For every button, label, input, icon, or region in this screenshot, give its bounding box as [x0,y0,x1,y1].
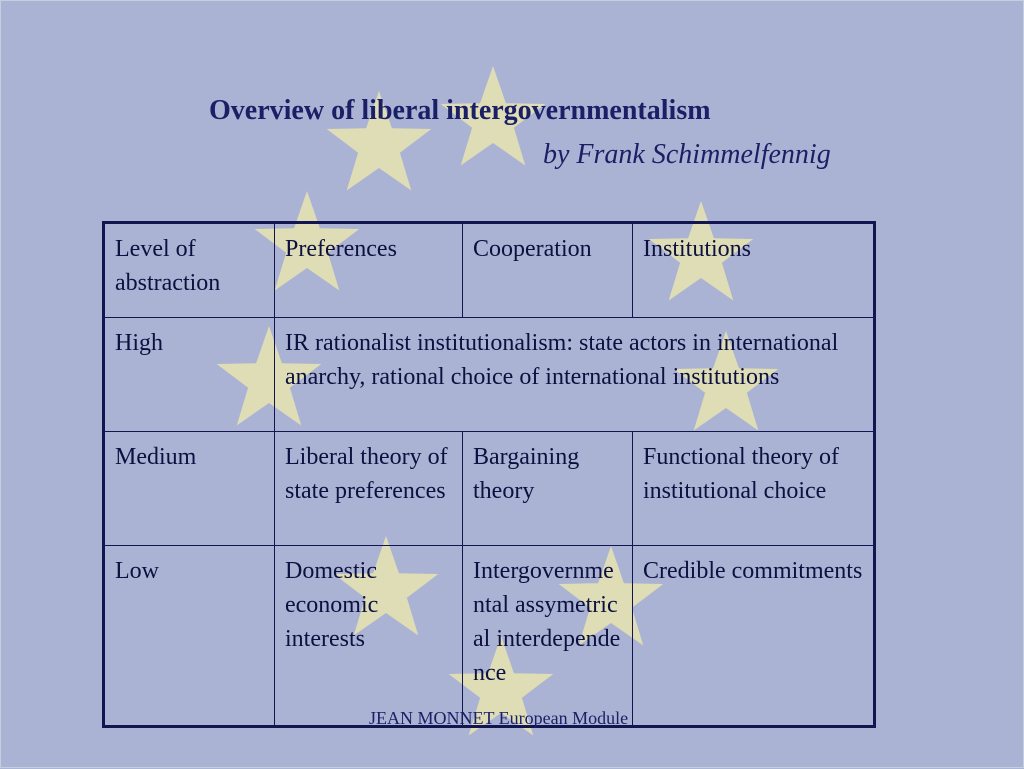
cooperation-cell: Intergovernmental assymetrical interdependence [463,546,633,727]
table-header-row [104,223,875,318]
level-cell: High [104,318,275,432]
header-cell: Institutions [633,223,875,318]
header-cell: Preferences [275,223,463,318]
footer-text: JEAN MONNET European Module [369,708,629,728]
header-cell: Cooperation [463,223,633,318]
institutions-cell: Credible commitments [633,546,875,727]
table-row [104,432,875,546]
level-cell: Medium [104,432,275,546]
overview-table [102,221,876,728]
merged-cell: IR rationalist institutionalism: state actors in international anarchy, rational choice of international institutions [275,318,875,432]
header-cell: Level of abstraction [104,223,275,318]
table-row [104,546,875,727]
level-cell: Low [104,546,275,727]
preferences-cell: Domestic economic interests [275,546,463,727]
preferences-cell: Liberal theory of state preferences [275,432,463,546]
cooperation-cell: Bargaining theory [463,432,633,546]
table-row [104,318,875,432]
institutions-cell: Functional theory of institutional choice [633,432,875,546]
slide-title: Overview of liberal intergovernmentalism [209,95,711,126]
slide-subtitle: by Frank Schimmelfennig [543,139,831,170]
